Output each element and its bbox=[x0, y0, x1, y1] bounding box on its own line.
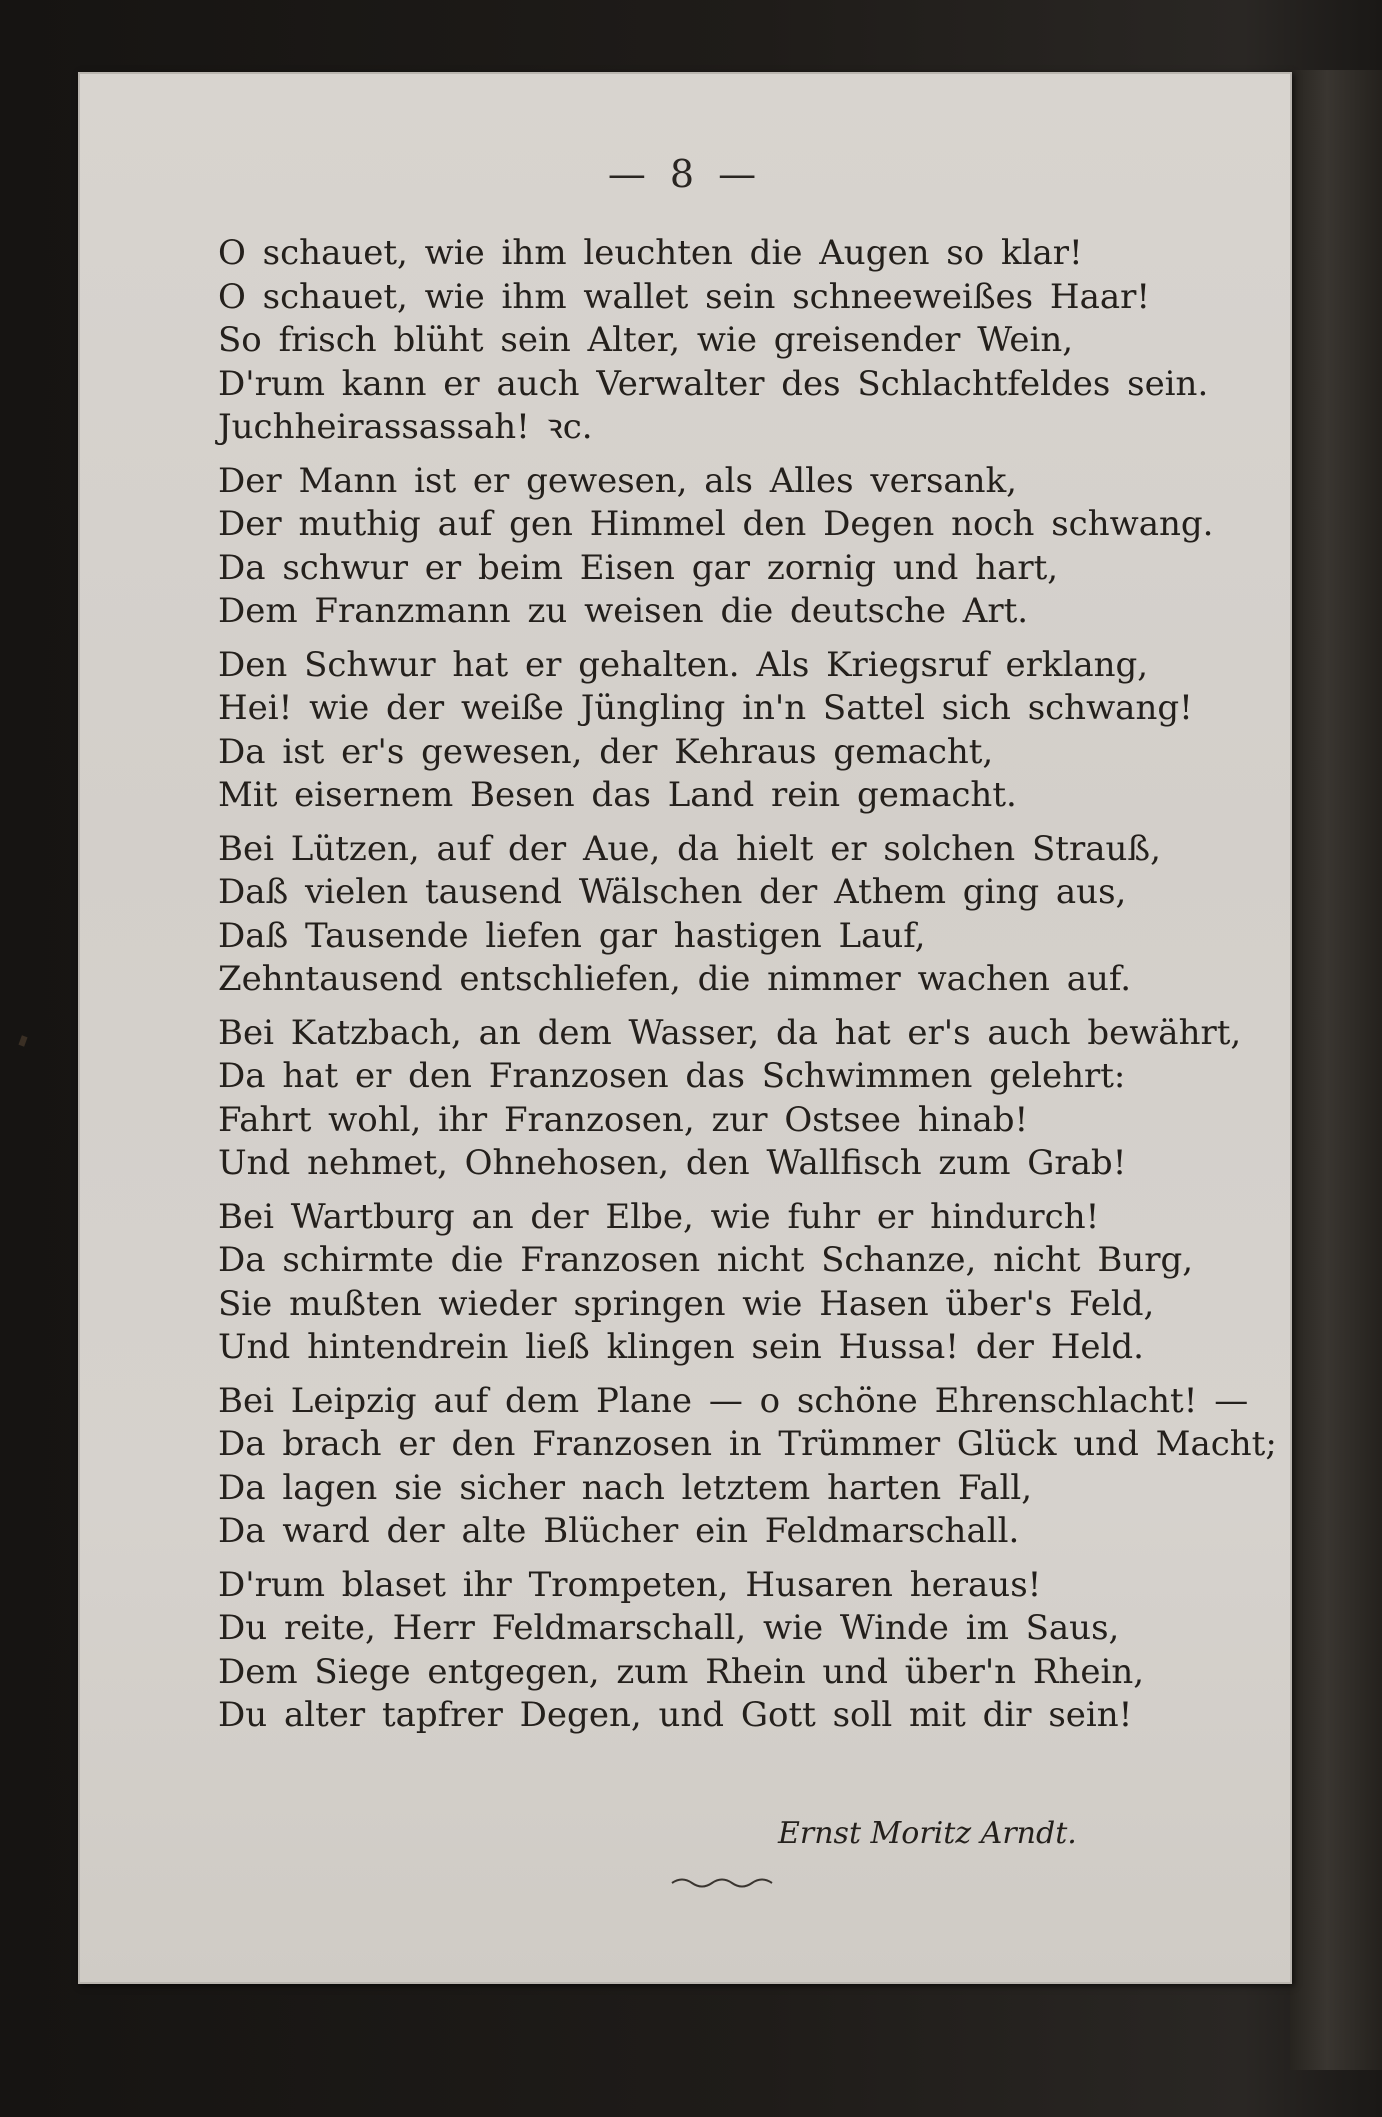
poem-line: Dem Franzmann zu weisen die deutsche Art. bbox=[218, 591, 1029, 631]
poem-line: Da lagen sie sicher nach letztem harten Fall, bbox=[218, 1467, 1033, 1508]
poem-line: Der muthig auf gen Himmel den Degen noch schwang. bbox=[218, 504, 1214, 544]
poem-line: O schauet, wie ihm wallet sein schneeweißes Haar! bbox=[218, 276, 1151, 317]
poem-text bbox=[218, 232, 1277, 1748]
book-edge bbox=[1290, 70, 1382, 2070]
poem-line: Bei Leipzig auf dem Plane — o schöne Ehrenschlacht! — bbox=[218, 1380, 1249, 1421]
poem-line: Der Mann ist er gewesen, als Alles versank, bbox=[218, 460, 1017, 501]
paper-speck bbox=[18, 1035, 27, 1046]
poem-line: Da hat er den Franzosen das Schwimmen gelehrt: bbox=[218, 1056, 1126, 1096]
poem-line: Sie mußten wieder springen wie Hasen über's Feld, bbox=[218, 1283, 1155, 1324]
poem-line: Zehntausend entschliefen, die nimmer wachen auf. bbox=[218, 959, 1132, 999]
author-signature: Ernst Moritz Arndt. bbox=[778, 1816, 1077, 1851]
stanza bbox=[218, 1564, 1268, 1738]
poem-line: Da ist er's gewesen, der Kehraus gemacht, bbox=[218, 731, 994, 772]
stanza bbox=[218, 644, 1268, 818]
poem-line: Daß Tausende liefen gar hastigen Lauf, bbox=[218, 915, 926, 956]
poem-line: D'rum kann er auch Verwalter des Schlachtfeldes sein. bbox=[218, 363, 1209, 404]
poem-line: Und nehmet, Ohnehosen, den Wallfisch zum Grab! bbox=[218, 1143, 1127, 1183]
poem-line: D'rum blaset ihr Trompeten, Husaren heraus! bbox=[218, 1564, 1042, 1605]
page-number: — 8 — bbox=[607, 152, 763, 196]
poem-line: Du reite, Herr Feldmarschall, wie Winde im Saus, bbox=[218, 1608, 1120, 1648]
stanza bbox=[218, 1012, 1268, 1186]
poem-line: Dem Siege entgegen, zum Rhein und über'n Rhein, bbox=[218, 1651, 1145, 1692]
poem-line: Und hintendrein ließ klingen sein Hussa! der Held. bbox=[218, 1327, 1144, 1367]
poem-line: Den Schwur hat er gehalten. Als Kriegsruf erklang, bbox=[218, 644, 1149, 685]
stanza bbox=[218, 232, 1268, 450]
poem-line: Da schwur er beim Eisen gar zornig und hart, bbox=[218, 547, 1059, 588]
poem-line: Da ward der alte Blücher ein Feldmarschall. bbox=[218, 1511, 1020, 1551]
poem-line: Bei Lützen, auf der Aue, da hielt er solchen Strauß, bbox=[218, 828, 1161, 869]
tilde-ornament-icon bbox=[668, 1874, 778, 1890]
poem-line: O schauet, wie ihm leuchten die Augen so klar! bbox=[218, 233, 1083, 273]
poem-line: Hei! wie der weiße Jüngling in'n Sattel sich schwang! bbox=[218, 688, 1193, 728]
poem-line: Da schirmte die Franzosen nicht Schanze, nicht Burg, bbox=[218, 1240, 1194, 1280]
stanza bbox=[218, 1196, 1268, 1370]
stanza bbox=[218, 1380, 1277, 1554]
poem-line: Bei Wartburg an der Elbe, wie fuhr er hindurch! bbox=[218, 1196, 1100, 1237]
poem-line: Daß vielen tausend Wälschen der Athem ging aus, bbox=[218, 872, 1127, 912]
poem-line: Juchheirassassah! ꝛc. bbox=[218, 407, 593, 447]
poem-line: Fahrt wohl, ihr Franzosen, zur Ostsee hinab! bbox=[218, 1099, 1029, 1140]
poem-line: Bei Katzbach, an dem Wasser, da hat er's auch bewährt, bbox=[218, 1012, 1242, 1053]
poem-line: Da brach er den Franzosen in Trümmer Glück und Macht; bbox=[218, 1424, 1277, 1464]
poem-line: Mit eisernem Besen das Land rein gemacht. bbox=[218, 775, 1017, 815]
book-page bbox=[78, 72, 1292, 1984]
poem-line: So frisch blüht sein Alter, wie greisender Wein, bbox=[218, 320, 1074, 360]
poem-line: Du alter tapfrer Degen, und Gott soll mit dir sein! bbox=[218, 1695, 1133, 1735]
stanza bbox=[218, 828, 1268, 1002]
stanza bbox=[218, 460, 1268, 634]
